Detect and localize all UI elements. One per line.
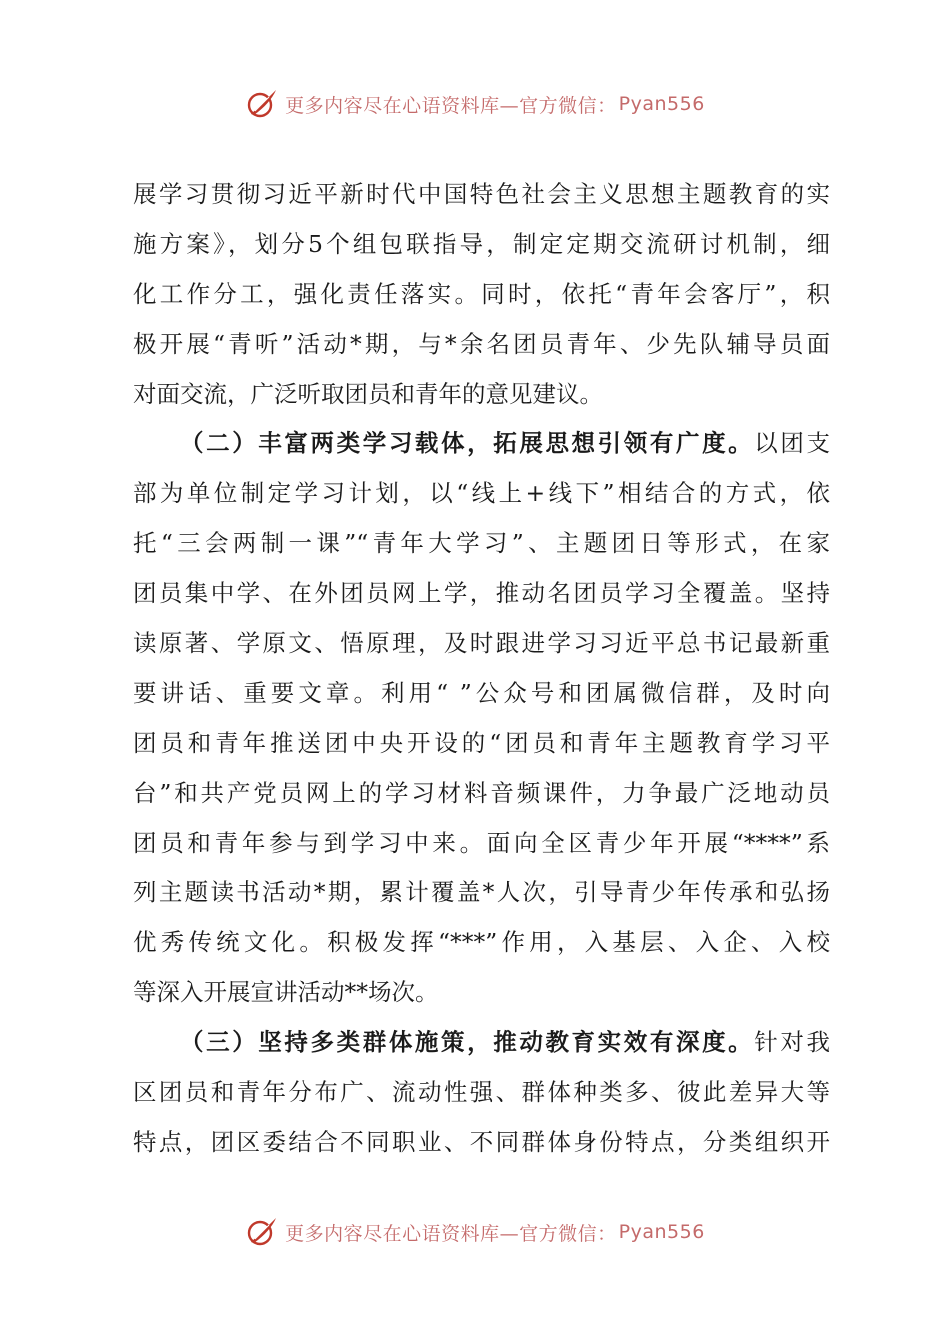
text-line: 特点，团区委结合不同职业、不同群体身份特点，分类组织开	[133, 1127, 830, 1156]
text-line: 台”和共产党员网上的学习材料音频课件，力争最广泛地动员	[133, 778, 830, 807]
text-line: 部为单位制定学习计划，以“线上+线下”相结合的方式，依	[133, 479, 830, 508]
text-line: 极开展“青听”活动*期，与*余名团员青年、少先队辅导员面	[133, 329, 830, 358]
watermark-wechat-id: Pyan556	[618, 1221, 705, 1243]
watermark-wechat-id: Pyan556	[618, 93, 705, 115]
text-line: 团员集中学、在外团员网上学，推动名团员学习全覆盖。坚持	[133, 579, 830, 608]
text-line: 化工作分工，强化责任落实。同时，依托“青年会客厅”，积	[133, 279, 830, 308]
section-heading-line	[133, 1018, 830, 1068]
watermark-header	[0, 84, 950, 124]
text-line: 对面交流，广泛听取团员和青年的意见建议。	[133, 379, 603, 408]
text-line: 要讲话、重要文章。利用“ ”公众号和团属微信群，及时向	[133, 678, 830, 707]
watermark-footer	[0, 1212, 950, 1252]
text-line: 托“三会两制一课”“青年大学习”、主题团日等形式，在家	[133, 529, 830, 558]
watermark-text: 更多内容尽在心语资料库—官方微信：	[285, 94, 617, 117]
text-run: 针对我	[754, 1028, 830, 1057]
text-line: 展学习贯彻习近平新时代中国特色社会主义思想主题教育的实	[133, 180, 830, 208]
text-line: 优秀传统文化。积极发挥“***”作用，入基层、入企、入校	[133, 928, 830, 957]
document-body	[133, 170, 830, 1168]
section-heading: （二）丰富两类学习载体，拓展思想引领有广度。	[180, 429, 755, 458]
text-line: 施方案》，划分5个组包联指导，制定定期交流研讨机制，细	[133, 229, 830, 258]
text-line: 区团员和青年分布广、流动性强、群体种类多、彼此差异大等	[133, 1078, 830, 1107]
quill-logo-icon	[245, 1215, 279, 1249]
text-run: 以团支	[754, 429, 830, 458]
text-line: 团员和青年推送团中央开设的“团员和青年主题教育学习平	[133, 728, 830, 757]
section-heading-line	[133, 419, 830, 469]
quill-logo-icon	[245, 87, 279, 121]
text-line: 列主题读书活动*期，累计覆盖*人次，引导青少年传承和弘扬	[133, 878, 830, 907]
section-heading: （三）坚持多类群体施策，推动教育实效有深度。	[180, 1028, 755, 1057]
text-line: 读原著、学原文、悟原理，及时跟进学习习近平总书记最新重	[133, 629, 830, 658]
text-line: 团员和青年参与到学习中来。面向全区青少年开展“****”系	[133, 828, 830, 857]
watermark-text: 更多内容尽在心语资料库—官方微信：	[285, 1222, 617, 1245]
text-line: 等深入开展宣讲活动**场次。	[133, 978, 439, 1007]
